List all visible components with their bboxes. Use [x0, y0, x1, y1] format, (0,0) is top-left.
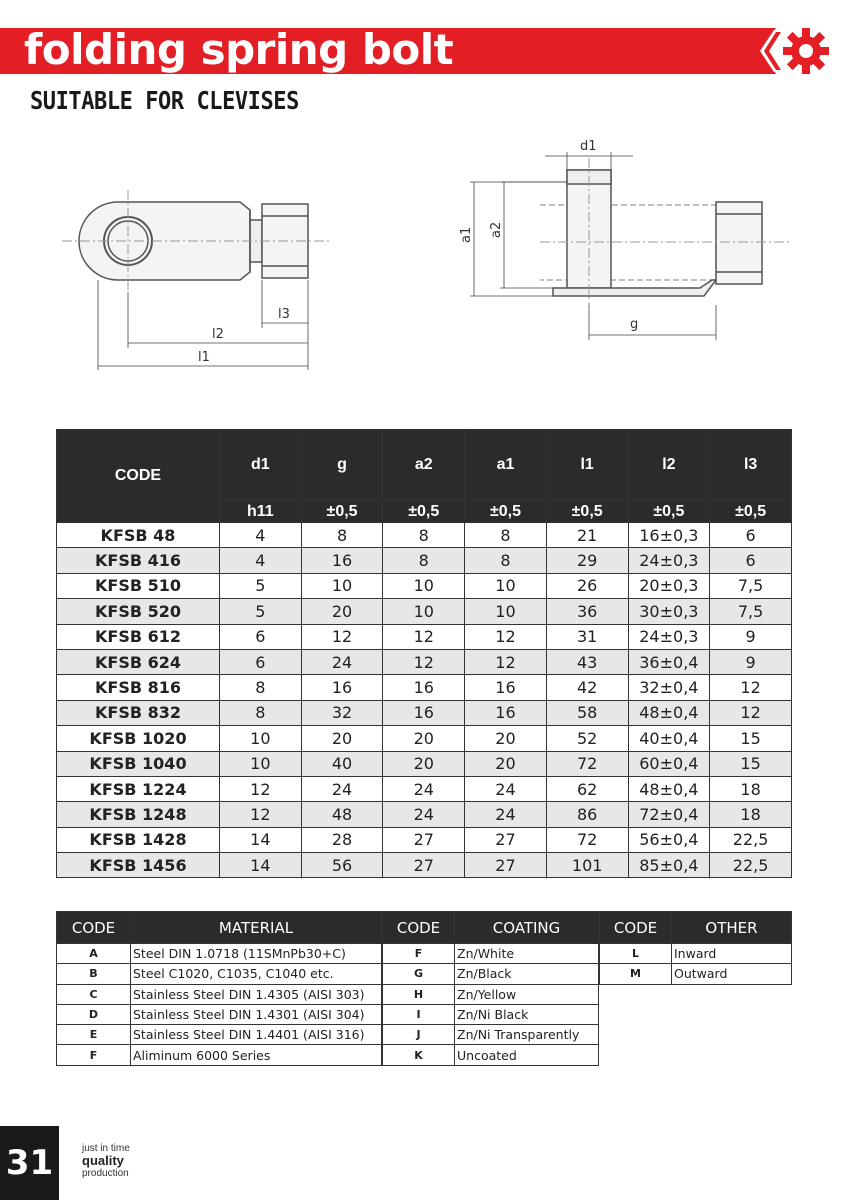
other-code-cell: M [600, 964, 672, 984]
coating-code-header: CODE [383, 912, 455, 944]
coating-description-cell: Zn/Yellow [455, 984, 599, 1004]
table-cell: 10 [465, 599, 547, 624]
table-cell: 18 [710, 802, 792, 827]
table-cell: 14 [220, 853, 302, 878]
material-description-cell: Stainless Steel DIN 1.4301 (AISI 304) [131, 1004, 382, 1024]
table-cell: 24±0,3 [628, 548, 710, 573]
dimensions-table [56, 429, 792, 878]
table-cell: 31 [546, 624, 628, 649]
table-cell: 48±0,4 [628, 700, 710, 725]
table-cell: 10 [220, 726, 302, 751]
table-cell: 12 [383, 624, 465, 649]
table-cell: 16±0,3 [628, 523, 710, 548]
material-description-cell: Stainless Steel DIN 1.4401 (AISI 316) [131, 1025, 382, 1045]
material-code-cell: E [57, 1025, 131, 1045]
table-row [57, 751, 792, 776]
product-code-cell: KFSB 816 [57, 675, 220, 700]
table-cell: 24 [301, 649, 383, 674]
table-cell: 9 [710, 624, 792, 649]
table-cell: 10 [220, 751, 302, 776]
table-cell: 6 [220, 649, 302, 674]
other-row [600, 964, 792, 984]
coating-row [383, 1025, 599, 1045]
other-row [600, 944, 792, 964]
coating-code-cell: G [383, 964, 455, 984]
other-header-row [600, 912, 792, 944]
material-row [57, 964, 382, 984]
other-code-cell: L [600, 944, 672, 964]
table-cell: 16 [301, 675, 383, 700]
material-row [57, 944, 382, 964]
table-cell: 29 [546, 548, 628, 573]
table-cell: 10 [383, 599, 465, 624]
table-cell: 12 [465, 624, 547, 649]
product-code-cell: KFSB 612 [57, 624, 220, 649]
product-code-cell: KFSB 1456 [57, 853, 220, 878]
material-code-cell: F [57, 1045, 131, 1065]
column-header-d1: d1 [220, 430, 302, 501]
table-cell: 20 [383, 726, 465, 751]
table-cell: 4 [220, 548, 302, 573]
product-code-cell: KFSB 48 [57, 523, 220, 548]
technical-drawing [0, 130, 848, 410]
other-title-header: OTHER [672, 912, 792, 944]
table-cell: 27 [383, 853, 465, 878]
table-cell: 16 [465, 675, 547, 700]
table-cell: 26 [546, 573, 628, 598]
table-cell: 8 [465, 548, 547, 573]
other-table-body [600, 944, 792, 985]
coating-title-header: COATING [455, 912, 599, 944]
coating-code-cell: K [383, 1045, 455, 1065]
material-description-cell: Steel DIN 1.0718 (11SMnPb30+C) [131, 944, 382, 964]
tolerance-a1: ±0,5 [465, 501, 547, 523]
product-code-cell: KFSB 832 [57, 700, 220, 725]
table-cell: 6 [220, 624, 302, 649]
table-row [57, 700, 792, 725]
table-header-row [57, 430, 792, 501]
table-cell: 8 [220, 675, 302, 700]
table-cell: 22,5 [710, 853, 792, 878]
page-number: 31 [0, 1126, 59, 1200]
table-cell: 27 [383, 827, 465, 852]
product-code-cell: KFSB 624 [57, 649, 220, 674]
coating-code-cell: F [383, 944, 455, 964]
dimensions-table-body [57, 523, 792, 878]
table-cell: 85±0,4 [628, 853, 710, 878]
table-cell: 20 [465, 751, 547, 776]
table-row [57, 802, 792, 827]
table-cell: 40±0,4 [628, 726, 710, 751]
table-row [57, 649, 792, 674]
table-cell: 40 [301, 751, 383, 776]
table-row [57, 599, 792, 624]
table-cell: 48±0,4 [628, 776, 710, 801]
table-cell: 56 [301, 853, 383, 878]
dim-label-l3: l3 [278, 307, 290, 322]
product-code-cell: KFSB 416 [57, 548, 220, 573]
material-code-header: CODE [57, 912, 131, 944]
table-cell: 52 [546, 726, 628, 751]
table-cell: 16 [301, 548, 383, 573]
table-cell: 15 [710, 751, 792, 776]
table-cell: 15 [710, 726, 792, 751]
dim-label-a1: a1 [459, 226, 474, 243]
coating-code-cell: J [383, 1025, 455, 1045]
table-cell: 7,5 [710, 573, 792, 598]
table-cell: 72 [546, 751, 628, 776]
material-description-cell: Steel C1020, C1035, C1040 etc. [131, 964, 382, 984]
table-cell: 32±0,4 [628, 675, 710, 700]
tolerance-l1: ±0,5 [546, 501, 628, 523]
table-cell: 27 [465, 853, 547, 878]
coating-row [383, 944, 599, 964]
coating-header-row [383, 912, 599, 944]
table-cell: 5 [220, 573, 302, 598]
table-cell: 36 [546, 599, 628, 624]
material-row [57, 1004, 382, 1024]
column-header-g: g [301, 430, 383, 501]
table-cell: 101 [546, 853, 628, 878]
material-description-cell: Aliminum 6000 Series [131, 1045, 382, 1065]
dim-label-g: g [630, 317, 639, 332]
table-cell: 8 [383, 523, 465, 548]
coating-code-cell: I [383, 1004, 455, 1024]
dim-label-a2: a2 [489, 221, 504, 238]
product-code-cell: KFSB 510 [57, 573, 220, 598]
material-code-cell: C [57, 984, 131, 1004]
coating-description-cell: Uncoated [455, 1045, 599, 1065]
table-cell: 10 [301, 573, 383, 598]
table-cell: 32 [301, 700, 383, 725]
table-cell: 7,5 [710, 599, 792, 624]
table-cell: 27 [465, 827, 547, 852]
table-cell: 16 [383, 675, 465, 700]
page-subtitle: SUITABLE FOR CLEVISES [30, 86, 299, 115]
table-cell: 14 [220, 827, 302, 852]
table-cell: 42 [546, 675, 628, 700]
material-code-cell: A [57, 944, 131, 964]
table-cell: 20 [301, 726, 383, 751]
table-row [57, 726, 792, 751]
table-row [57, 827, 792, 852]
tagline-quality: quality [82, 1153, 124, 1168]
table-cell: 6 [710, 548, 792, 573]
table-row [57, 624, 792, 649]
table-cell: 21 [546, 523, 628, 548]
table-row [57, 853, 792, 878]
table-cell: 12 [710, 700, 792, 725]
table-cell: 36±0,4 [628, 649, 710, 674]
table-cell: 30±0,3 [628, 599, 710, 624]
column-header-a1: a1 [465, 430, 547, 501]
table-cell: 22,5 [710, 827, 792, 852]
coating-table-body [383, 944, 599, 1066]
table-cell: 20 [301, 599, 383, 624]
product-code-cell: KFSB 520 [57, 599, 220, 624]
table-cell: 12 [465, 649, 547, 674]
coating-description-cell: Zn/Ni Transparently [455, 1025, 599, 1045]
table-row [57, 523, 792, 548]
table-cell: 58 [546, 700, 628, 725]
table-cell: 24 [465, 802, 547, 827]
table-cell: 16 [383, 700, 465, 725]
table-cell: 48 [301, 802, 383, 827]
tolerance-d1: h11 [220, 501, 302, 523]
coating-description-cell: Zn/Black [455, 964, 599, 984]
dim-label-l1: l1 [198, 350, 210, 365]
table-row [57, 548, 792, 573]
table-cell: 24 [301, 776, 383, 801]
table-cell: 8 [465, 523, 547, 548]
coating-row [383, 964, 599, 984]
table-cell: 86 [546, 802, 628, 827]
table-cell: 62 [546, 776, 628, 801]
coating-description-cell: Zn/White [455, 944, 599, 964]
table-cell: 72 [546, 827, 628, 852]
tolerance-l2: ±0,5 [628, 501, 710, 523]
dim-label-l2: l2 [212, 327, 224, 342]
table-cell: 8 [383, 548, 465, 573]
material-row [57, 1025, 382, 1045]
coating-code-cell: H [383, 984, 455, 1004]
table-cell: 24 [465, 776, 547, 801]
product-code-cell: KFSB 1020 [57, 726, 220, 751]
product-code-cell: KFSB 1040 [57, 751, 220, 776]
table-row [57, 573, 792, 598]
gear-logo-icon [754, 26, 834, 76]
table-cell: 12 [220, 776, 302, 801]
column-header-l1: l1 [546, 430, 628, 501]
material-code-cell: D [57, 1004, 131, 1024]
tolerance-g: ±0,5 [301, 501, 383, 523]
table-cell: 10 [465, 573, 547, 598]
table-cell: 12 [383, 649, 465, 674]
table-cell: 4 [220, 523, 302, 548]
coating-table [382, 911, 599, 1066]
table-cell: 6 [710, 523, 792, 548]
page-title: folding spring bolt [24, 25, 454, 74]
material-description-cell: Stainless Steel DIN 1.4305 (AISI 303) [131, 984, 382, 1004]
table-cell: 16 [465, 700, 547, 725]
tolerance-l3: ±0,5 [710, 501, 792, 523]
table-cell: 24 [383, 802, 465, 827]
table-cell: 20±0,3 [628, 573, 710, 598]
material-header-row [57, 912, 382, 944]
dim-label-d1: d1 [580, 139, 597, 154]
table-cell: 8 [220, 700, 302, 725]
table-cell: 18 [710, 776, 792, 801]
table-cell: 60±0,4 [628, 751, 710, 776]
table-cell: 12 [301, 624, 383, 649]
table-cell: 12 [220, 802, 302, 827]
other-description-cell: Inward [672, 944, 792, 964]
table-cell: 8 [301, 523, 383, 548]
other-table [599, 911, 792, 985]
table-row [57, 776, 792, 801]
tolerance-a2: ±0,5 [383, 501, 465, 523]
column-header-l3: l3 [710, 430, 792, 501]
tagline-production: production [82, 1168, 129, 1179]
coating-row [383, 1004, 599, 1024]
material-title-header: MATERIAL [131, 912, 382, 944]
table-cell: 12 [710, 675, 792, 700]
table-cell: 56±0,4 [628, 827, 710, 852]
product-code-cell: KFSB 1248 [57, 802, 220, 827]
table-cell: 9 [710, 649, 792, 674]
table-cell: 43 [546, 649, 628, 674]
column-header-l2: l2 [628, 430, 710, 501]
material-row [57, 984, 382, 1004]
table-cell: 20 [465, 726, 547, 751]
table-cell: 20 [383, 751, 465, 776]
table-cell: 28 [301, 827, 383, 852]
material-row [57, 1045, 382, 1065]
table-cell: 10 [383, 573, 465, 598]
table-cell: 5 [220, 599, 302, 624]
column-header-code: CODE [57, 430, 220, 523]
other-description-cell: Outward [672, 964, 792, 984]
coating-description-cell: Zn/Ni Black [455, 1004, 599, 1024]
column-header-a2: a2 [383, 430, 465, 501]
coating-row [383, 984, 599, 1004]
material-code-cell: B [57, 964, 131, 984]
table-cell: 24 [383, 776, 465, 801]
other-code-header: CODE [600, 912, 672, 944]
material-table-body [57, 944, 382, 1066]
product-code-cell: KFSB 1224 [57, 776, 220, 801]
material-table [56, 911, 382, 1066]
table-cell: 24±0,3 [628, 624, 710, 649]
table-cell: 72±0,4 [628, 802, 710, 827]
product-code-cell: KFSB 1428 [57, 827, 220, 852]
table-row [57, 675, 792, 700]
coating-row [383, 1045, 599, 1065]
tagline-just-in-time: just in time [82, 1143, 130, 1154]
